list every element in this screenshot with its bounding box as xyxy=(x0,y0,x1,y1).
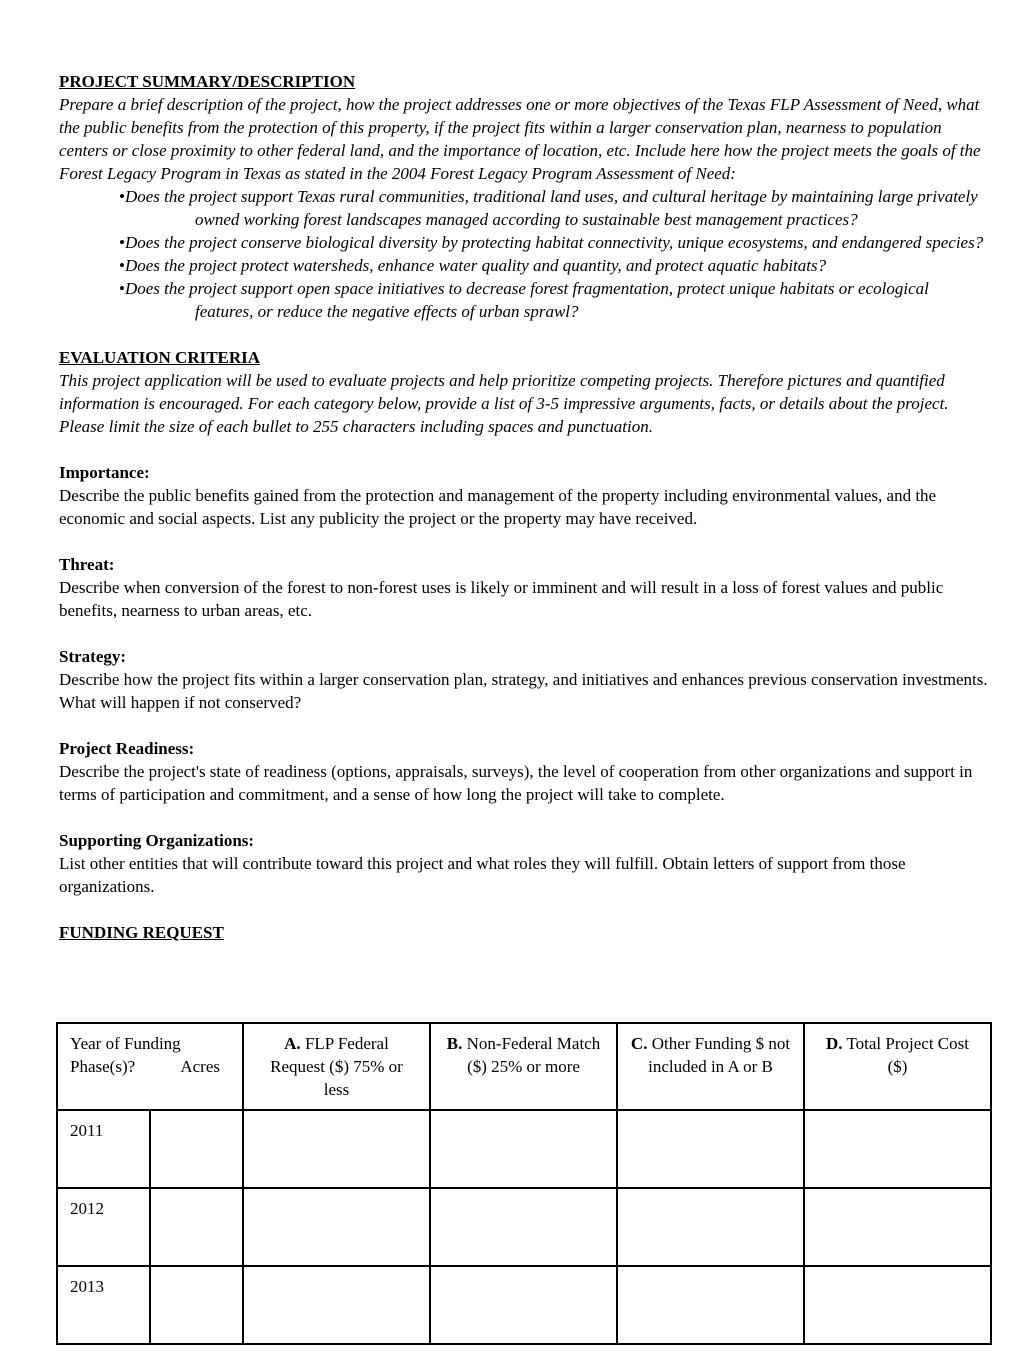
threat-text: Describe when conversion of the forest to non-forest uses is likely or imminent and will result in a loss of forest values and public benefits, nearness to urban areas, etc. xyxy=(59,578,944,620)
evaluation-criteria-heading: EVALUATION CRITERIA xyxy=(59,348,261,367)
header-acres-label: Acres xyxy=(180,1057,220,1076)
table-row xyxy=(57,1188,991,1266)
project-readiness-heading: Project Readiness: xyxy=(59,739,195,758)
list-item: •Does the project support Texas rural communities, traditional land uses, and cultural heritage by maintaining large privately owned working forest landscapes managed according to sustainable best management practices? xyxy=(119,187,978,229)
importance-text: Describe the public benefits gained from the protection and management of the property including environmental values, and the economic and social aspects. List any publicity the project or the property may have received. xyxy=(59,486,937,528)
header-other-funding: C. Other Funding $ not included in A or B xyxy=(617,1023,804,1110)
other-funding-cell[interactable] xyxy=(617,1188,804,1266)
flp-federal-request-cell[interactable] xyxy=(243,1188,430,1266)
bullet-icon: • xyxy=(119,233,125,252)
funding-table xyxy=(56,1022,992,1345)
non-federal-match-cell[interactable] xyxy=(430,1188,617,1266)
funding-request-heading: FUNDING REQUEST xyxy=(59,923,224,942)
total-project-cost-cell[interactable] xyxy=(804,1188,991,1266)
bullet-icon: • xyxy=(119,256,125,275)
flp-federal-request-cell[interactable] xyxy=(243,1266,430,1344)
supporting-organizations-text: List other entities that will contribute toward this project and what roles they will fulfill. Obtain letters of support from those organizations. xyxy=(59,854,906,896)
other-funding-cell[interactable] xyxy=(617,1110,804,1188)
list-item: •Does the project conserve biological diversity by protecting habitat connectivity, unique ecosystems, and endangered species? xyxy=(119,233,984,252)
list-item: •Does the project support open space initiatives to decrease forest fragmentation, protect unique habitats or ecological features, or reduce the negative effects of urban sprawl? xyxy=(119,279,929,321)
objectives-list xyxy=(59,185,989,323)
bullet-icon: • xyxy=(119,279,125,298)
year-cell: 2012 xyxy=(57,1188,150,1266)
header-non-federal-match: B. Non-Federal Match ($) 25% or more xyxy=(430,1023,617,1110)
other-funding-cell[interactable] xyxy=(617,1266,804,1344)
year-cell: 2011 xyxy=(57,1110,150,1188)
header-year-acres xyxy=(57,1023,243,1110)
strategy-text: Describe how the project fits within a larger conservation plan, strategy, and initiatives and enhances previous conservation investments. What will happen if not conserved? xyxy=(59,670,988,712)
table-header-row xyxy=(57,1023,991,1110)
total-project-cost-cell[interactable] xyxy=(804,1110,991,1188)
acres-cell[interactable] xyxy=(150,1110,243,1188)
importance-heading: Importance: xyxy=(59,463,150,482)
table-row xyxy=(57,1110,991,1188)
bullet-icon: • xyxy=(119,187,125,206)
project-readiness-text: Describe the project's state of readiness (options, appraisals, surveys), the level of cooperation from other organizations and support in terms of participation and commitment, and a sense of how long the project will take to complete. xyxy=(59,762,973,804)
year-cell: 2013 xyxy=(57,1266,150,1344)
document-content xyxy=(59,70,989,944)
header-flp-federal-request: A. FLP Federal Request ($) 75% or less xyxy=(243,1023,430,1110)
non-federal-match-cell[interactable] xyxy=(430,1110,617,1188)
threat-heading: Threat: xyxy=(59,555,115,574)
evaluation-criteria-intro: This project application will be used to evaluate projects and help prioritize competing projects. Therefore pictures and quantified information is encouraged. For each category below, provide a list of 3-5 impressive arguments, facts, or details about the project. Please limit the size of each bullet to 255 characters including spaces and punctuation. xyxy=(59,371,949,436)
flp-federal-request-cell[interactable] xyxy=(243,1110,430,1188)
project-summary-heading: PROJECT SUMMARY/DESCRIPTION xyxy=(59,72,356,91)
acres-cell[interactable] xyxy=(150,1188,243,1266)
header-year-label: Year of Funding Phase(s)? xyxy=(70,1034,181,1076)
total-project-cost-cell[interactable] xyxy=(804,1266,991,1344)
non-federal-match-cell[interactable] xyxy=(430,1266,617,1344)
list-item: •Does the project protect watersheds, enhance water quality and quantity, and protect aquatic habitats? xyxy=(119,256,827,275)
strategy-heading: Strategy: xyxy=(59,647,127,666)
acres-cell[interactable] xyxy=(150,1266,243,1344)
supporting-organizations-heading: Supporting Organizations: xyxy=(59,831,255,850)
project-summary-intro: Prepare a brief description of the project, how the project addresses one or more objectives of the Texas FLP Assessment of Need, what the public benefits from the protection of this property, if the project fits within a larger conservation plan, nearness to population centers or close proximity to other federal land, and the importance of location, etc. Include here how the project meets the goals of the Forest Legacy Program in Texas as stated in the 2004 Forest Legacy Program Assessment of Need: xyxy=(59,95,981,183)
table-row xyxy=(57,1266,991,1344)
header-total-project-cost: D. Total Project Cost ($) xyxy=(804,1023,991,1110)
